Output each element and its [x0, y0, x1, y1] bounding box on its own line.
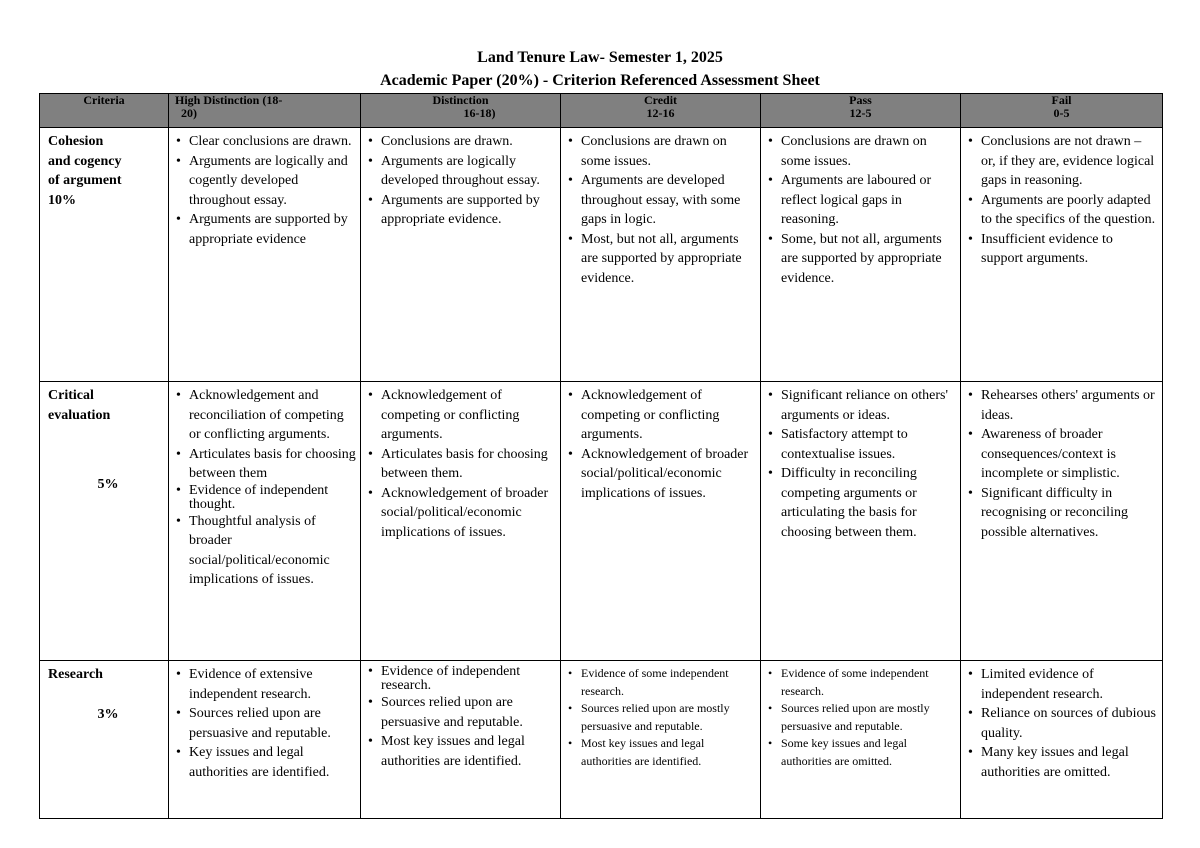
- list-item: • Articulates basis for choosing between them.: [367, 445, 556, 484]
- header-criteria: Criteria: [40, 94, 169, 128]
- list-item: • Conclusions are not drawn – or, if they are, evidence logical gaps in reasoning.: [967, 132, 1158, 191]
- table-row: [40, 382, 1163, 661]
- list-item: • Sources relied upon are persuasive and reputable.: [175, 704, 356, 743]
- c-cell: [561, 382, 761, 661]
- header-pass: Pass 12-5: [761, 94, 961, 128]
- list-item: • Acknowledgement of competing or conflicting arguments.: [567, 386, 756, 445]
- header-row: [40, 94, 1163, 128]
- list-item: • Evidence of some independent research.: [767, 665, 956, 700]
- list-item: • Thoughtful analysis of broader social/political/economic implications of issues.: [175, 512, 356, 590]
- list-item: • Awareness of broader consequences/context is incomplete or simplistic.: [967, 425, 1158, 484]
- list-item: • Arguments are developed throughout essay, with some gaps in logic.: [567, 171, 756, 230]
- list-item: • Acknowledgement and reconciliation of competing or conflicting arguments.: [175, 386, 356, 445]
- list-item: • Acknowledgement of broader social/political/economic implications of issues.: [367, 484, 556, 543]
- list-item: • Arguments are laboured or reflect logical gaps in reasoning.: [767, 171, 956, 230]
- list-item: • Evidence of independent research.: [367, 665, 556, 693]
- criterion-cell: Cohesion and cogency of argument 10%: [40, 128, 169, 382]
- list-item: • Rehearses others' arguments or ideas.: [967, 386, 1158, 425]
- header-distinction: Distinction 16-18): [361, 94, 561, 128]
- d-cell: [361, 661, 561, 819]
- criterion-cell: Research 3%: [40, 661, 169, 819]
- c-cell: [561, 128, 761, 382]
- hd-cell: [169, 382, 361, 661]
- table-row: [40, 661, 1163, 819]
- list-item: • Arguments are logically and cogently developed throughout essay.: [175, 152, 356, 211]
- list-item: • Difficulty in reconciling competing arguments or articulating the basis for choosing between them.: [767, 464, 956, 542]
- list-item: • Some key issues and legal authorities are omitted.: [767, 735, 956, 770]
- header-high-distinction: High Distinction (18- 20): [169, 94, 361, 128]
- list-item: • Arguments are logically developed throughout essay.: [367, 152, 556, 191]
- list-item: • Sources relied upon are mostly persuasive and reputable.: [567, 700, 756, 735]
- list-item: • Sources relied upon are persuasive and reputable.: [367, 693, 556, 732]
- list-item: • Arguments are supported by appropriate evidence: [175, 210, 356, 249]
- f-cell: [961, 128, 1163, 382]
- list-item: • Limited evidence of independent research.: [967, 665, 1158, 704]
- list-item: • Some, but not all, arguments are supported by appropriate evidence.: [767, 230, 956, 289]
- list-item: • Conclusions are drawn on some issues.: [567, 132, 756, 171]
- list-item: • Acknowledgement of broader social/political/economic implications of issues.: [567, 445, 756, 504]
- list-item: • Most key issues and legal authorities are identified.: [367, 732, 556, 771]
- list-item: • Conclusions are drawn on some issues.: [767, 132, 956, 171]
- list-item: • Reliance on sources of dubious quality.: [967, 704, 1158, 743]
- c-cell: [561, 661, 761, 819]
- f-cell: [961, 661, 1163, 819]
- hd-cell: [169, 128, 361, 382]
- list-item: • Most, but not all, arguments are supported by appropriate evidence.: [567, 230, 756, 289]
- list-item: • Most key issues and legal authorities are identified.: [567, 735, 756, 770]
- list-item: • Articulates basis for choosing between them: [175, 445, 356, 484]
- list-item: • Many key issues and legal authorities are omitted.: [967, 743, 1158, 782]
- list-item: • Clear conclusions are drawn.: [175, 132, 356, 152]
- list-item: • Conclusions are drawn.: [367, 132, 556, 152]
- list-item: • Arguments are supported by appropriate evidence.: [367, 191, 556, 230]
- list-item: • Significant difficulty in recognising or reconciling possible alternatives.: [967, 484, 1158, 543]
- p-cell: [761, 661, 961, 819]
- criterion-cell: Critical evaluation 5%: [40, 382, 169, 661]
- table-row: [40, 128, 1163, 382]
- list-item: • Evidence of some independent research.: [567, 665, 756, 700]
- hd-cell: [169, 661, 361, 819]
- list-item: • Arguments are poorly adapted to the specifics of the question.: [967, 191, 1158, 230]
- list-item: • Key issues and legal authorities are identified.: [175, 743, 356, 782]
- f-cell: [961, 382, 1163, 661]
- list-item: • Sources relied upon are mostly persuasive and reputable.: [767, 700, 956, 735]
- p-cell: [761, 382, 961, 661]
- list-item: • Acknowledgement of competing or conflicting arguments.: [367, 386, 556, 445]
- list-item: • Insufficient evidence to support arguments.: [967, 230, 1158, 269]
- d-cell: [361, 128, 561, 382]
- header-fail: Fail 0-5: [961, 94, 1163, 128]
- list-item: • Evidence of independent thought.: [175, 484, 356, 512]
- document-subtitle: Academic Paper (20%) - Criterion Referenced Assessment Sheet: [380, 72, 820, 89]
- p-cell: [761, 128, 961, 382]
- d-cell: [361, 382, 561, 661]
- list-item: • Significant reliance on others' arguments or ideas.: [767, 386, 956, 425]
- assessment-table: [39, 93, 1163, 819]
- header-credit: Credit 12-16: [561, 94, 761, 128]
- list-item: • Evidence of extensive independent research.: [175, 665, 356, 704]
- document-title: Land Tenure Law- Semester 1, 2025: [477, 49, 723, 66]
- list-item: • Satisfactory attempt to contextualise issues.: [767, 425, 956, 464]
